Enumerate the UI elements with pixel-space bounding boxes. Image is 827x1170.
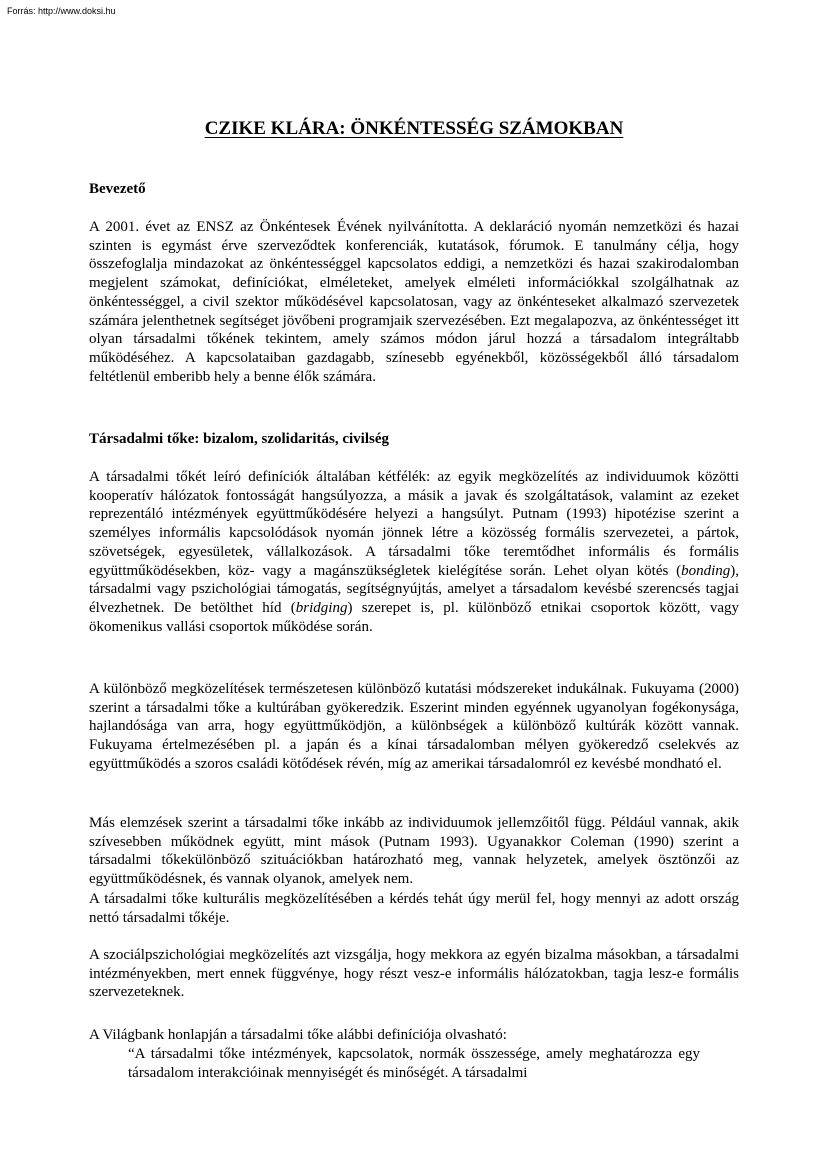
document-title: CZIKE KLÁRA: ÖNKÉNTESSÉG SZÁMOKBAN xyxy=(204,118,624,139)
paragraph-social-capital-definitions: A társadalmi tőkét leíró definíciók általában kétfélék: az egyik megközelítés az individuumok közötti kooperatív hálózatok fontosságát hangsúlyozza, a másik a javak és szolgáltatások, valamint az ezeket reprezentáló intézmények együttműködésére helyezi a hangsúlyt. Putnam (1993) hipotézise szerint a személyes informális kapcsolódások nyomán jönnek létre a közösség formális szervezetei, a pártok, szövetségek, egyesületek, vállalkozások. A társadalmi tőke teremtődhet informális és formális együttműködésekben, köz- vagy a magánszükségletek kielégítése során. Lehet olyan kötés (bonding), társadalmi vagy pszichológiai támogatás, segítségnyújtás, amelyet a társadalom kevésbé szerencsés tagjai élvezhetnek. De betölthet híd (bridging) szerepet is, pl. különböző etnikai csoportok között, vagy ökomenikus vallási csoportok működése során. xyxy=(89,469,739,635)
paragraph-introduction: A 2001. évet az ENSZ az Önkéntesek Évének nyilvánította. A deklaráció nyomán nemzetközi és hazai szinten is egymást érve szerveződtek konferenciák, kutatások, fórumok. E tanulmány célja, hogy összefoglalja mindazokat az önkéntességgel kapcsolatos eddigi, a nemzetközi és hazai szakirodalomban megjelent számokat, definíciókat, elméleteket, amelyek elméleti információkkal szolgálhatnak az önkéntességgel, a civil szektor működésével kapcsolatosan, vagy az önkénteseket alkalmazó szervezetek számára jelenthetnek segítséget jövőbeni programjaik szervezésében. Ezt megalapozva, az önkéntességet itt olyan társadalmi tőkének tekintem, amely számos módon járul hozzá a társadalom integráltabb működéséhez. A kapcsolataiban gazdagabb, színesebb egyénekből, közösségekből álló társadalom feltétlenül emberibb hely a benne élők számára. xyxy=(89,219,739,385)
paragraph-cultural-approach: A társadalmi tőke kulturális megközelítésében a kérdés tehát úgy merül fel, hogy mennyi az adott ország nettó társadalmi tőkéje. xyxy=(89,891,739,926)
source-note: Forrás: http://www.doksi.hu xyxy=(7,6,116,16)
term-bridging: bridging xyxy=(295,599,348,616)
worldbank-quote: “A társadalmi tőke intézmények, kapcsolatok, normák összessége, amely meghatározza egy társadalom interakcióinak mennyiségét és minőségét. A társadalmi xyxy=(128,1046,700,1081)
section-heading-introduction: Bevezető xyxy=(89,181,146,197)
term-bonding: bonding xyxy=(681,562,731,579)
paragraph-approaches: A különböző megközelítések természetesen különböző kutatási módszereket indukálnak. Fukuyama (2000) szerint a társadalmi tőke a kultúrában gyökeredzik. Eszerint minden egyénnek ugyanolyan fogékonysága, hajlandósága van arra, hogy együttműködjön, a különbségek a különböző kultúrák között vannak. Fukuyama értelmezésében pl. a japán és a kínai társadalomban mélyen gyökeredző cselekvés az együttműködés a szoros családi kötődések révén, míg az amerikai társadalomról ez kevésbé mondható el. xyxy=(89,681,739,772)
paragraph-socialpsychology: A szociálpszichológiai megközelítés azt vizsgálja, hogy mekkora az egyén bizalma másokban, a társadalmi intézményekben, mert ennek függvénye, hogy részt vesz-e informális hálózatokban, tagja lesz-e formális szervezeteknek. xyxy=(89,947,739,1001)
paragraph-worldbank-intro: A Világbank honlapján a társadalmi tőke alábbi definíciója olvasható: xyxy=(89,1027,507,1043)
paragraph-other-analyses: Más elemzések szerint a társadalmi tőke inkább az individuumok jellemzőitől függ. Például vannak, akik szívesebben működnek együtt, mint mások (Putnam 1993). Ugyanakkor Coleman (1990) szerint a társadalmi tőkekülönböző szituációkban határozható meg, vannak helyzetek, amelyek ösztönzői az együttműködésnek, és vannak olyanok, amelyek nem. xyxy=(89,815,739,888)
section-heading-social-capital: Társadalmi tőke: bizalom, szolidaritás, civilség xyxy=(89,431,389,447)
